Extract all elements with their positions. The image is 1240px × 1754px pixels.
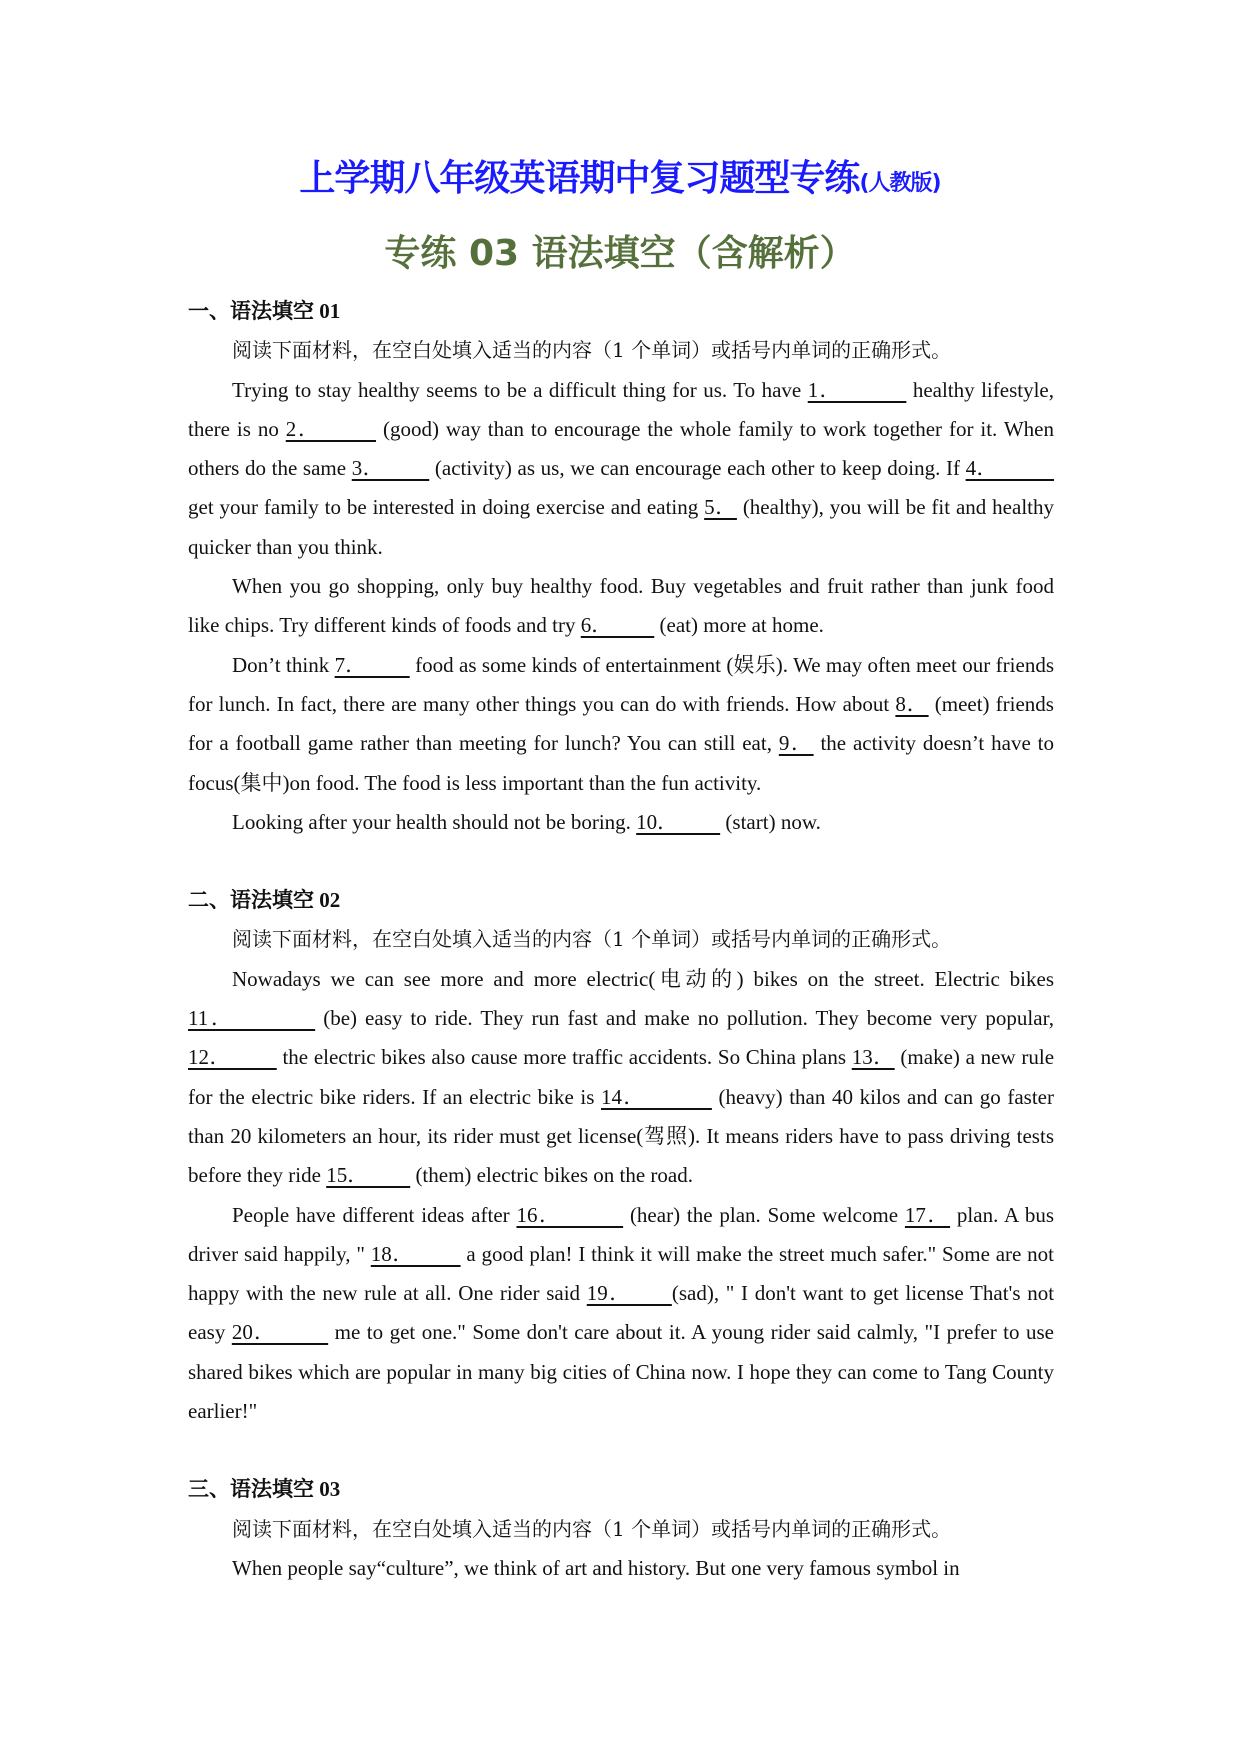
passage-text: When you go shopping, only buy healthy food. Buy vegetables and fruit rather than junk food like chips. Try different kinds of foods and try xyxy=(188,574,1054,638)
answer-blank[interactable]: 9． xyxy=(778,731,814,756)
passage-text: plan. A bus driver said happily, " xyxy=(188,1202,1054,1266)
answer-blank[interactable]: 6． xyxy=(580,613,655,638)
passage-text: (eat) more at home. xyxy=(654,613,824,638)
passage-text: Nowadays we can see more and more electric(电动的) bikes on the street. Electric bikes xyxy=(232,966,1054,991)
passage-text: a good plan! I think it will make the street much safer." Some are not happy with the new rule at all. One rider said xyxy=(188,1241,1055,1306)
passage-text: the activity doesn’t have to focus(集中)on food. The food is less important than the fun activity. xyxy=(188,731,1054,795)
passage-paragraph xyxy=(188,567,1054,646)
passage-text: (make) a new rule for the electric bike riders. If an electric bike is xyxy=(188,1045,1055,1109)
passage-text: food as some kinds of entertainment (娱乐). We may often meet our friends for lunch. In fact, there are many other things you can do with friends. How about xyxy=(188,652,1054,716)
passage-text: Looking after your health should not be boring. xyxy=(232,809,637,834)
answer-blank[interactable]: 17． xyxy=(904,1202,951,1227)
passage-paragraph xyxy=(188,646,1054,803)
passage-paragraph xyxy=(188,1549,1054,1588)
passage-text: Don’t think xyxy=(232,652,335,677)
passage-text: (be) easy to ride. They run fast and make no pollution. They become very popular, xyxy=(315,1006,1054,1031)
document-subtitle: 专练 03 语法填空（含解析） xyxy=(384,233,856,274)
passage-text: (start) now. xyxy=(720,809,821,834)
answer-blank[interactable]: 14． xyxy=(601,1084,712,1109)
section-heading: 一、语法填空 01 xyxy=(188,299,341,323)
section-heading: 二、语法填空 02 xyxy=(188,888,341,913)
passage-text: (activity) as us, we can encourage each other to keep doing. If xyxy=(429,456,966,481)
passage-text: (hear) the plan. Some welcome xyxy=(623,1202,905,1227)
section-instruction: 阅读下面材料，在空白处填入适当的内容（1 个单词）或括号内单词的正确形式。 xyxy=(232,927,952,952)
passage-paragraph xyxy=(188,803,1054,842)
passage-text: healthy lifestyle, there is no xyxy=(188,377,1054,441)
answer-blank[interactable]: 18． xyxy=(370,1241,461,1266)
passage-text: the electric bikes also cause more traffic accidents. So China plans xyxy=(276,1045,852,1070)
answer-blank[interactable]: 4． xyxy=(965,456,1055,481)
answer-blank[interactable]: 13． xyxy=(851,1045,895,1070)
passage-text: me to get one." Some don't care about it. A young rider said calmly, "I prefer to use shared bikes which are popular in many big cities of China now. I hope they can come to Tang County earlier!" xyxy=(188,1320,1054,1424)
section-instruction: 阅读下面材料，在空白处填入适当的内容（1 个单词）或括号内单词的正确形式。 xyxy=(232,338,952,363)
answer-blank[interactable]: 8． xyxy=(895,691,929,716)
passage-text: People have different ideas after xyxy=(232,1202,517,1227)
answer-blank[interactable]: 19． xyxy=(586,1281,672,1306)
passage-paragraph xyxy=(188,1196,1054,1432)
passage-paragraph xyxy=(188,960,1054,1196)
answer-blank[interactable]: 12． xyxy=(188,1045,277,1070)
title-edition: (人教版) xyxy=(859,171,941,196)
passage-text: Trying to stay healthy seems to be a difficult thing for us. To have xyxy=(232,377,808,402)
answer-blank[interactable]: 16． xyxy=(516,1202,624,1227)
answer-blank[interactable]: 15． xyxy=(326,1163,411,1188)
passage-text: (them) electric bikes on the road. xyxy=(410,1163,693,1188)
document-title xyxy=(0,150,1240,201)
answer-blank[interactable]: 1． xyxy=(807,377,907,402)
answer-blank[interactable]: 2． xyxy=(285,416,377,441)
passage-paragraph xyxy=(188,371,1054,567)
answer-blank[interactable]: 10． xyxy=(636,809,721,834)
passage-text: (sad), " I don't want to get license That's not easy xyxy=(188,1281,1055,1345)
exercise-content xyxy=(188,292,1054,1588)
answer-blank[interactable]: 7． xyxy=(334,652,410,677)
passage-text: get your family to be interested in doing exercise and eating xyxy=(188,495,705,520)
section-instruction: 阅读下面材料，在空白处填入适当的内容（1 个单词）或括号内单词的正确形式。 xyxy=(232,1516,952,1541)
answer-blank[interactable]: 5． xyxy=(704,495,737,520)
answer-blank[interactable]: 3． xyxy=(351,456,430,481)
section-spacer xyxy=(188,842,1054,881)
title-main: 上学期八年级英语期中复习题型专练 xyxy=(299,158,860,199)
passage-text: (good) way than to encourage the whole family to work together for it. When others do the same xyxy=(188,416,1054,481)
passage-text: (healthy), you will be fit and healthy quicker than you think. xyxy=(188,495,1054,559)
section-spacer xyxy=(188,1431,1054,1470)
passage-text: (heavy) than 40 kilos and can go faster than 20 kilometers an hour, its rider must get license(驾照). It means riders have to pass driving tests before they ride xyxy=(188,1084,1054,1188)
answer-blank[interactable]: 11． xyxy=(188,1006,316,1031)
passage-text: (meet) friends for a football game rather than meeting for lunch? You can still eat, xyxy=(188,691,1054,756)
answer-blank[interactable]: 20． xyxy=(231,1320,329,1345)
passage-text: When people say“culture”, we think of art and history. But one very famous symbol in xyxy=(232,1555,960,1580)
section-heading: 三、语法填空 03 xyxy=(188,1477,341,1502)
